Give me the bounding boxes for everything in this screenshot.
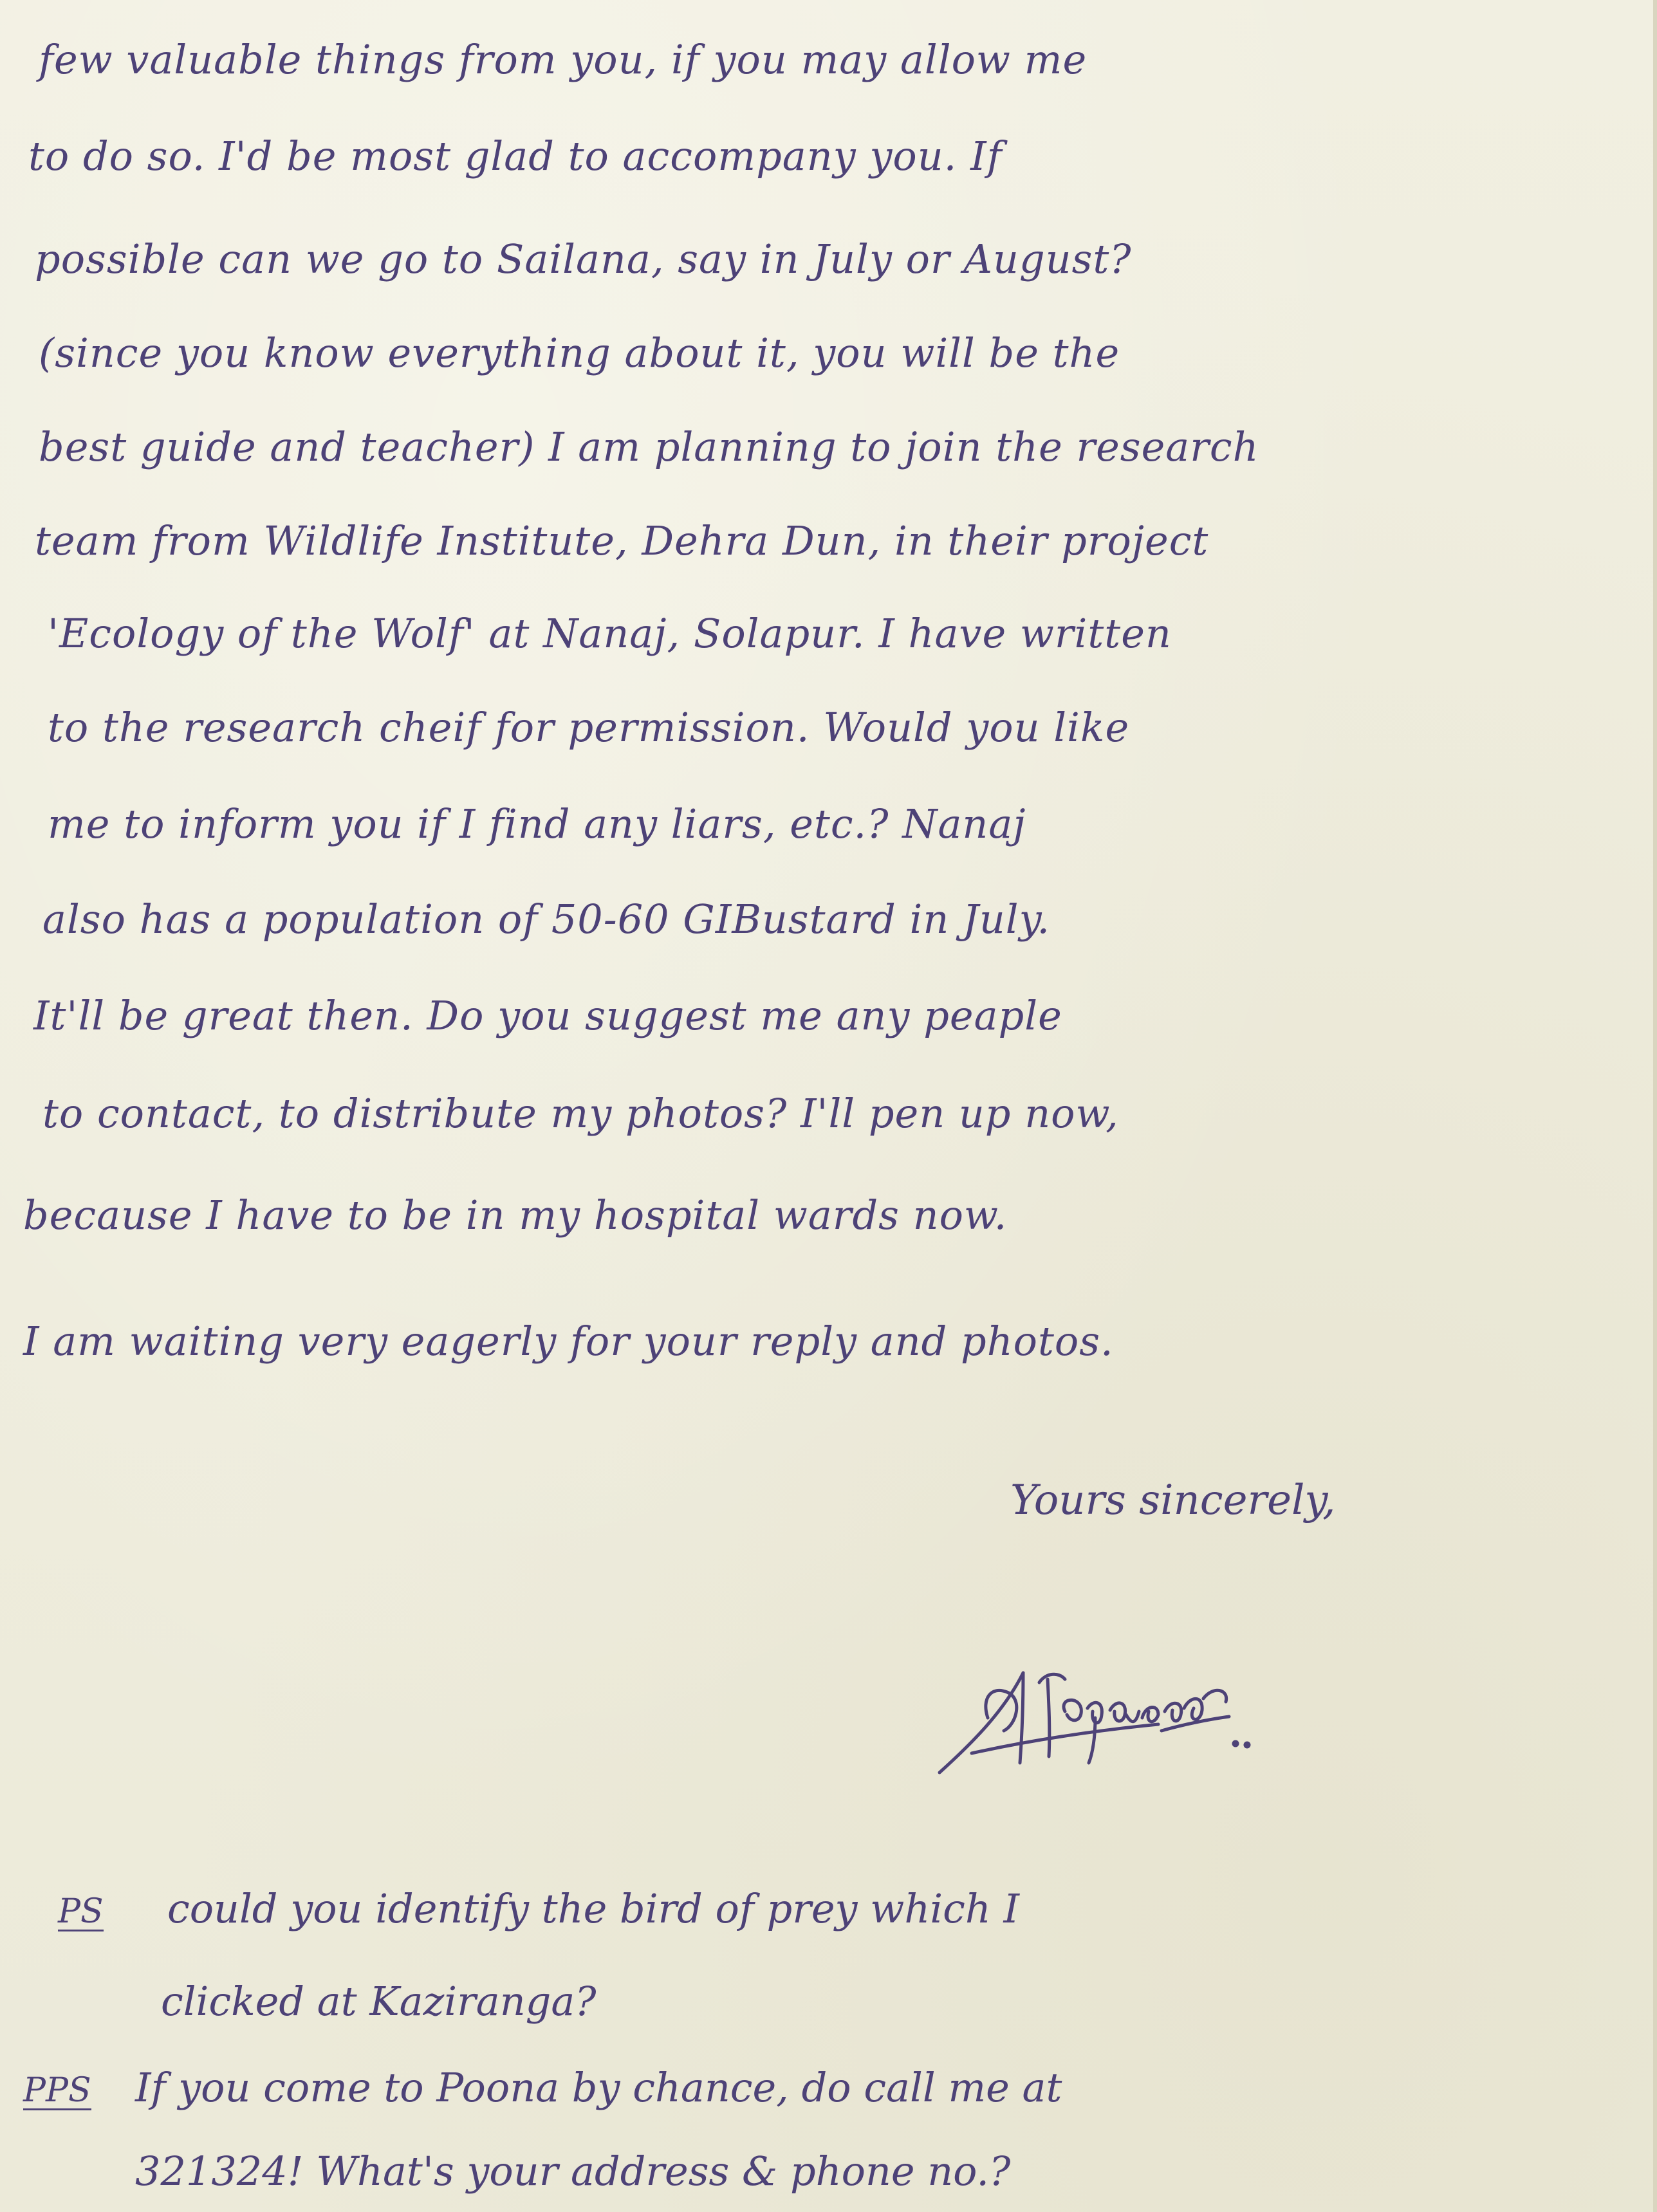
pps-line: If you come to Poona by chance, do call me at: [135, 2064, 1062, 2111]
letter-line: because I have to be in my hospital wards now.: [23, 1192, 1008, 1239]
letter-line: also has a population of 50-60 GIBustard in July.: [42, 896, 1051, 943]
letter-line: best guide and teacher) I am planning to join the research: [39, 423, 1259, 470]
signature: [927, 1634, 1313, 1782]
ps-line: clicked at Kaziranga?: [161, 1978, 597, 2025]
letter-line: to do so. I'd be most glad to accompany you. If: [28, 133, 1003, 180]
letter-line: (since you know everything about it, you will be the: [39, 329, 1120, 376]
letter-line: to contact, to distribute my photos? I'll pen up now,: [42, 1090, 1119, 1137]
ps-line: could you identify the bird of prey which I: [167, 1885, 1019, 1932]
letter-line: It'll be great then. Do you suggest me any peaple: [33, 992, 1062, 1039]
pps-line: 321324! What's your address & phone no.?: [135, 2148, 1011, 2195]
letter-line: I am waiting very eagerly for your reply and photos.: [23, 1318, 1114, 1365]
letter-line: team from Wildlife Institute, Dehra Dun, in their project: [35, 517, 1209, 564]
letter-line: 'Ecology of the Wolf' at Nanaj, Solapur. I have written: [48, 610, 1172, 657]
closing-salutation: Yours sincerely,: [1010, 1477, 1336, 1524]
pps-label: PPS: [23, 2071, 91, 2110]
letter-line: possible can we go to Sailana, say in July or August?: [35, 235, 1132, 282]
ps-label: PS: [58, 1892, 104, 1931]
letter-line: few valuable things from you, if you may allow me: [39, 36, 1088, 83]
letter-line: to the research cheif for permission. Would you like: [48, 704, 1130, 751]
letter-line: me to inform you if I find any liars, etc.? Nanaj: [48, 800, 1026, 847]
